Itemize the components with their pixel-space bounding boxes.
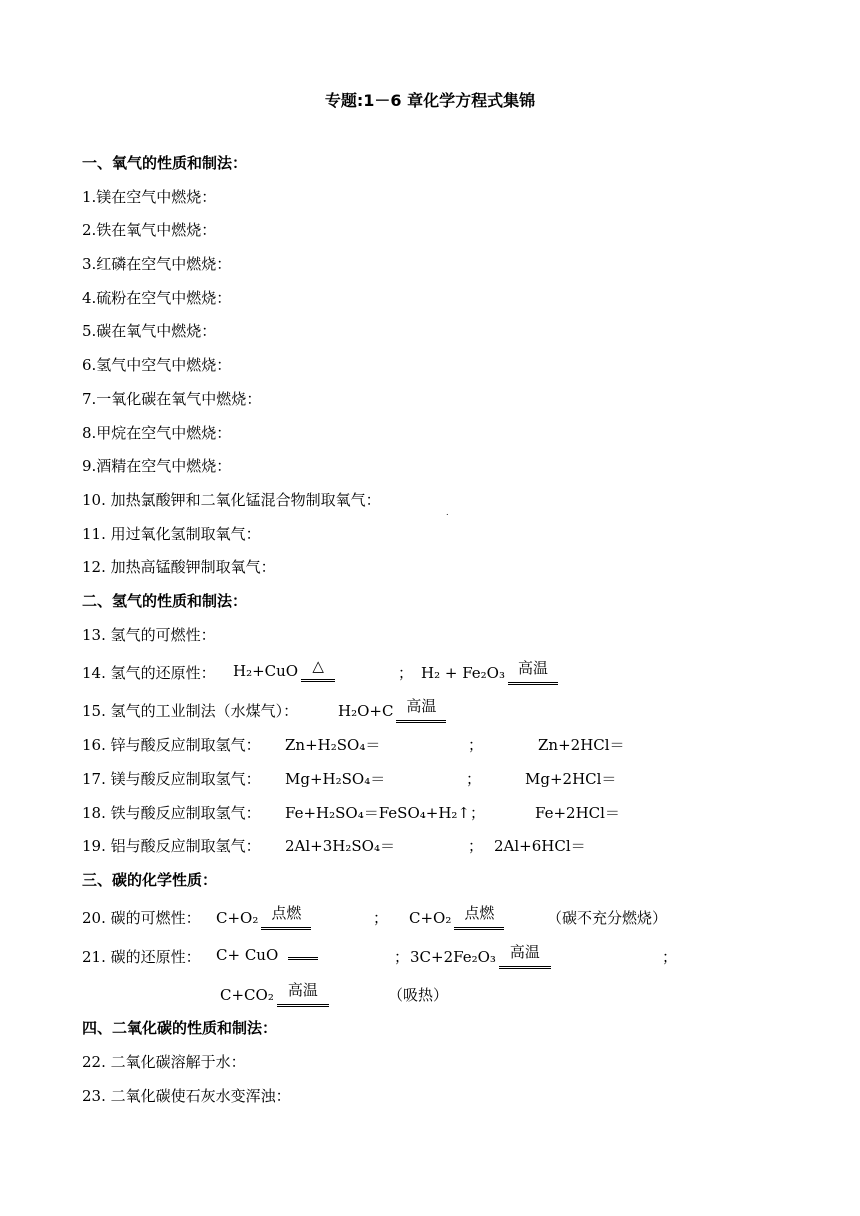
item-12: 12. 加热高锰酸钾制取氧气： (82, 558, 276, 576)
separator-17: ； (466, 770, 482, 788)
equation-17b: Mg+2HCl＝ (525, 770, 617, 788)
ignite-condition: 点燃 (261, 907, 311, 928)
note-21: （吸热） (388, 986, 449, 1004)
stray-mark: . (446, 508, 449, 517)
equation-16a: Zn+H₂SO₄＝ (285, 736, 381, 754)
item-17: 17. 镁与酸反应制取氢气： (82, 770, 261, 788)
item-22: 22. 二氧化碳溶解于水： (82, 1053, 246, 1071)
ignite-condition: 点燃 (454, 907, 504, 928)
separator-19: ； (468, 837, 484, 855)
equation-21b-reactants: 3C+2Fe₂O₃ (410, 948, 496, 966)
item-3: 3.红磷在空气中燃烧： (82, 255, 232, 273)
section-carbon: 三、碳的化学性质： (82, 871, 218, 889)
equation-21c (220, 981, 329, 1005)
item-8: 8.甲烷在空气中燃烧： (82, 424, 232, 442)
equation-20b (409, 904, 504, 928)
equation-14a (233, 657, 335, 680)
equation-21a (216, 946, 318, 964)
item-15: 15. 氢气的工业制法（水煤气）： (82, 702, 299, 720)
equation-20a-reactants: C+O₂ (216, 909, 259, 927)
section-oxygen: 一、氧气的性质和制法： (82, 154, 248, 172)
high-temp-condition: 高温 (508, 662, 558, 683)
item-13: 13. 氢气的可燃性： (82, 626, 216, 644)
item-6: 6.氢气中空气中燃烧： (82, 356, 232, 374)
equation-17a: Mg+H₂SO₄＝ (285, 770, 386, 788)
equation-16b: Zn+2HCl＝ (538, 736, 625, 754)
equation-19b: 2Al+6HCl＝ (494, 837, 586, 855)
equation-14b (421, 659, 558, 683)
equation-18b: Fe+2HCl＝ (535, 804, 620, 822)
section-carbon-dioxide: 四、二氧化碳的性质和制法： (82, 1019, 278, 1037)
item-21: 21. 碳的还原性： (82, 948, 201, 966)
item-19: 19. 铝与酸反应制取氢气： (82, 837, 261, 855)
separator-21b: ； (662, 948, 678, 966)
item-2: 2.铁在氧气中燃烧： (82, 221, 217, 239)
item-1: 1.镁在空气中燃烧： (82, 188, 217, 206)
empty-condition-line (288, 950, 318, 960)
equation-14a-reactants: H₂+CuO (233, 662, 299, 680)
equation-21b (410, 943, 551, 967)
item-20: 20. 碳的可燃性： (82, 909, 201, 927)
equation-15-reactants: H₂O+C (338, 702, 394, 720)
page-title: 专题:1－6 章化学方程式集锦 (324, 91, 536, 110)
item-23: 23. 二氧化碳使石灰水变浑浊： (82, 1087, 291, 1105)
equation-20a (216, 904, 311, 928)
equation-21a-reactants: C+ CuO (216, 946, 279, 964)
item-18: 18. 铁与酸反应制取氢气： (82, 804, 261, 822)
item-11: 11. 用过氧化氢制取氧气： (82, 525, 261, 543)
item-10: 10. 加热氯酸钾和二氧化锰混合物制取氧气： (82, 491, 381, 509)
heat-icon: △ (312, 657, 324, 675)
separator-14: ； (398, 664, 414, 682)
item-14: 14. 氢气的还原性： (82, 664, 216, 682)
item-4: 4.硫粉在空气中燃烧： (82, 289, 232, 307)
section-hydrogen: 二、氢气的性质和制法： (82, 592, 248, 610)
item-16: 16. 锌与酸反应制取氢气： (82, 736, 261, 754)
equation-15 (338, 697, 446, 721)
high-temp-condition: 高温 (499, 946, 551, 967)
high-temp-condition: 高温 (277, 984, 329, 1005)
equation-19a: 2Al+3H₂SO₄＝ (285, 837, 395, 855)
heat-condition (301, 657, 335, 680)
equation-21c-reactants: C+CO₂ (220, 986, 274, 1004)
equation-14b-reactants: H₂ + Fe₂O₃ (421, 664, 505, 682)
high-temp-condition: 高温 (396, 700, 446, 721)
item-5: 5.碳在氧气中燃烧： (82, 322, 217, 340)
equation-18a: Fe+H₂SO₄＝FeSO₄+H₂↑； (285, 804, 485, 822)
separator-21: ； (394, 948, 410, 966)
item-9: 9.酒精在空气中燃烧： (82, 457, 232, 475)
separator-20: ； (373, 909, 389, 927)
equation-20b-reactants: C+O₂ (409, 909, 452, 927)
item-7: 7.一氧化碳在氧气中燃烧： (82, 390, 262, 408)
separator-16: ； (468, 736, 484, 754)
note-20: （碳不充分燃烧） (547, 909, 668, 927)
